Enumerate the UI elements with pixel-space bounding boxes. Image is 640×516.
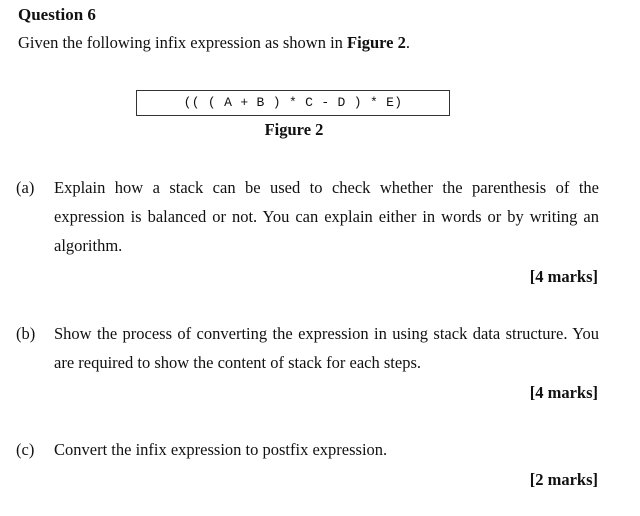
intro-figure-reference: Figure 2 [347, 33, 406, 52]
part-b-marks: [4 marks] [529, 383, 598, 402]
part-c-line-1: Convert the infix expression to postfix expression. [54, 440, 388, 459]
expression-box [136, 90, 450, 116]
part-a-line-2: expression is balanced or not. You can explain either in words or by writing an [54, 207, 599, 226]
part-a-label: (a) [16, 178, 35, 197]
intro-text: Given the following infix expression as shown in [18, 33, 348, 52]
intro-period: . [405, 33, 410, 52]
infix-expression: (( ( A + B ) * C - D ) * E) [183, 95, 403, 110]
part-c-marks: [2 marks] [529, 470, 598, 489]
part-c-label: (c) [16, 440, 35, 459]
figure-caption: Figure 2 [264, 120, 324, 139]
part-a-marks: [4 marks] [529, 267, 598, 286]
part-b-line-1: Show the process of converting the expression in using stack data structure. You [54, 324, 599, 343]
question-intro [18, 33, 410, 53]
question-heading: Question 6 [18, 5, 96, 24]
part-b-label: (b) [16, 324, 36, 343]
part-b-line-2: are required to show the content of stack for each steps. [54, 353, 421, 372]
part-a-line-3: algorithm. [54, 236, 123, 255]
part-a-line-1: Explain how a stack can be used to check whether the parenthesis of the [54, 178, 599, 197]
